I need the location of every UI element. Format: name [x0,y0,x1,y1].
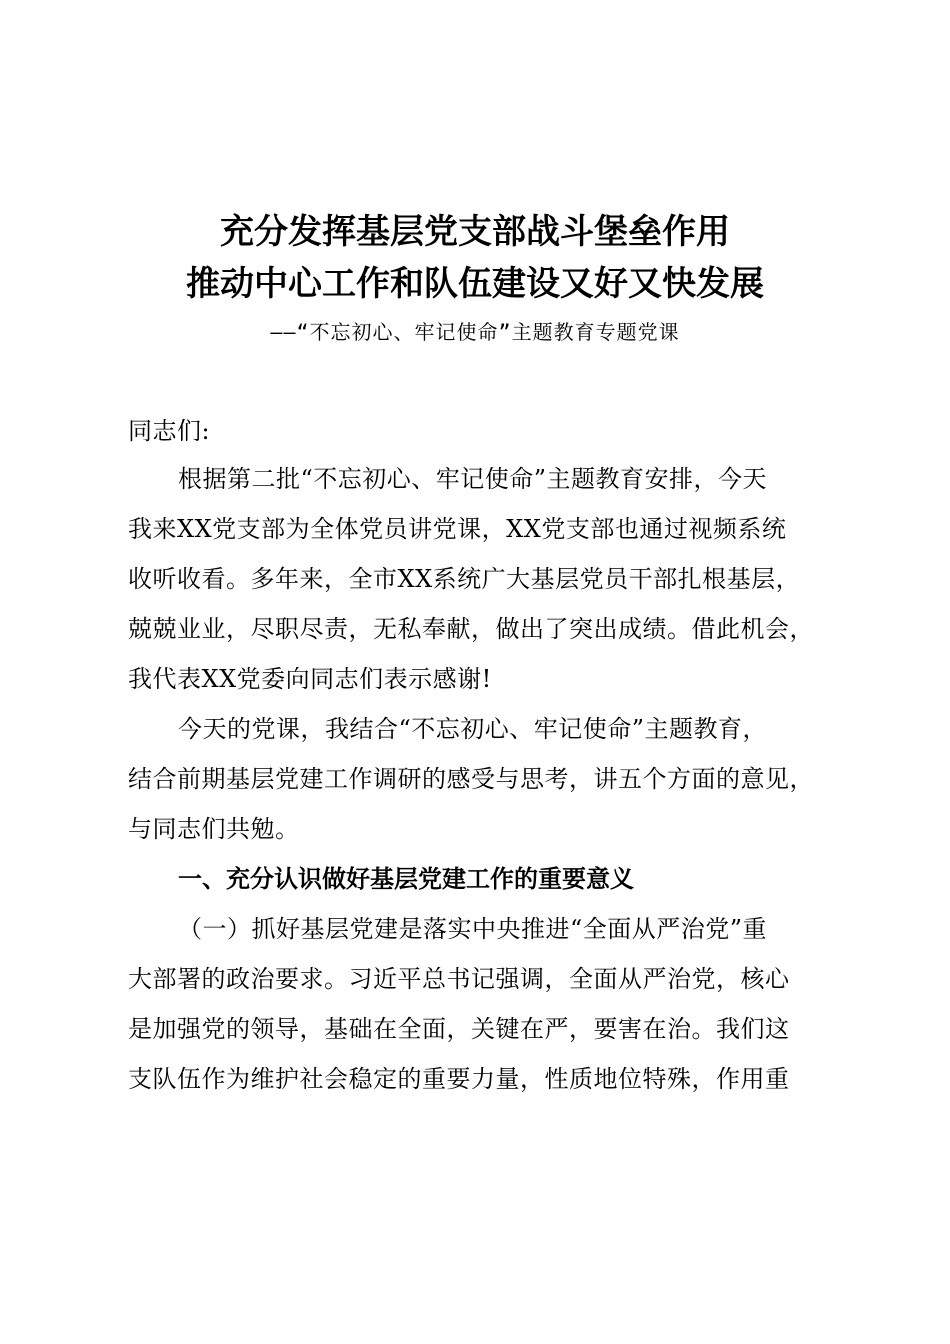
salutation: 同志们: [128,417,211,445]
paragraph-2-line-3: 与同志们共勉。 [128,815,300,843]
paragraph-2-line-2: 结合前期基层党建工作调研的感受与思考，讲五个方面的意见， [128,765,814,793]
paragraph-1-line-5: 我代表XX党委向同志们表示感谢! [128,665,492,693]
document-title-line-1: 充分发挥基层党支部战斗堡垒作用 [220,212,730,252]
paragraph-2-line-1: 今天的党课，我结合“不忘初心、牢记使命”主题教育， [178,715,768,743]
paragraph-1-line-4: 兢兢业业，尽职尽责，无私奉献，做出了突出成绩。借此机会， [128,615,814,643]
paragraph-1-line-3: 收听收看。多年来，全市XX系统广大基层党员干部扎根基层， [128,565,801,593]
paragraph-3-line-3: 是加强党的领导，基础在全面，关键在严，要害在治。我们这 [128,1015,790,1043]
paragraph-3-line-4: 支队伍作为维护社会稳定的重要力量，性质地位特殊，作用重 [128,1065,790,1093]
paragraph-1-line-2: 我来XX党支部为全体党员讲党课，XX党支部也通过视频系统 [128,515,787,543]
paragraph-1-line-1: 根据第二批“不忘初心、牢记使命”主题教育安排，今天 [178,465,768,493]
paragraph-3-line-1: （一）抓好基层党建是落实中央推进“全面从严治党”重 [178,915,768,943]
document-subtitle: ——“不忘初心、牢记使命”主题教育专题党课 [270,320,680,344]
document-title-line-2: 推动中心工作和队伍建设又好又快发展 [186,264,764,304]
paragraph-3-line-2: 大部署的政治要求。习近平总书记强调，全面从严治党，核心 [128,965,790,993]
section-heading: 一、充分认识做好基层党建工作的重要意义 [178,865,634,893]
